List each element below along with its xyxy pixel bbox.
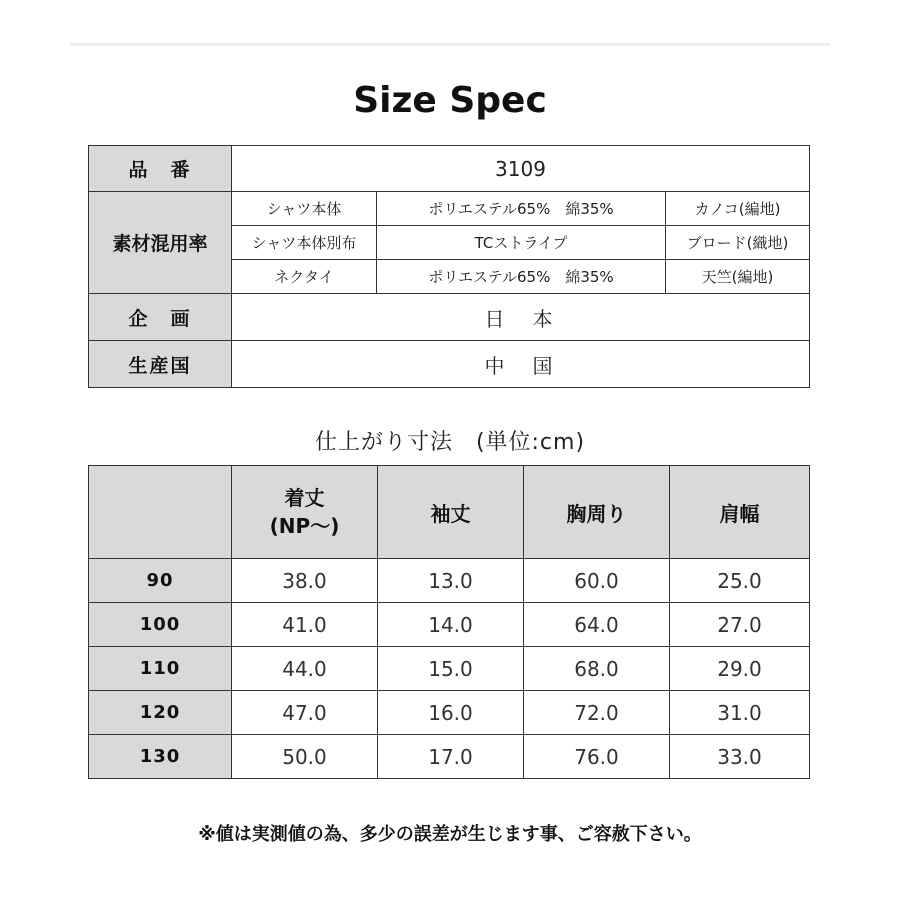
page-title: Size Spec <box>353 80 547 121</box>
disclaimer-note: ※値は実測値の為、多少の誤差が生じます事、ご容赦下さい。 <box>198 824 702 845</box>
table-row <box>89 559 810 603</box>
cell-length: 38.0 <box>232 559 378 603</box>
material-row <box>89 192 810 226</box>
material-part: シャツ本体 <box>232 192 377 226</box>
material-composition: ポリエステル65% 綿35% <box>377 260 666 294</box>
origin-value: 中 国 <box>232 341 810 388</box>
material-part: シャツ本体別布 <box>232 226 377 260</box>
cell-sleeve: 13.0 <box>378 559 524 603</box>
size-label: 100 <box>89 603 232 647</box>
table-row <box>89 603 810 647</box>
cell-sleeve: 16.0 <box>378 691 524 735</box>
material-label: 素材混用率 <box>89 192 232 294</box>
table-row <box>89 647 810 691</box>
header-sleeve: 袖丈 <box>378 466 524 559</box>
cell-chest: 76.0 <box>524 735 670 779</box>
product-no-value: 3109 <box>232 146 810 192</box>
size-table <box>88 465 810 779</box>
material-fabric: 天竺(編地) <box>666 260 810 294</box>
cell-chest: 60.0 <box>524 559 670 603</box>
cell-shoulder: 29.0 <box>670 647 810 691</box>
spec-table <box>88 145 810 388</box>
planning-label: 企 画 <box>89 294 232 341</box>
table-row <box>89 735 810 779</box>
size-label: 130 <box>89 735 232 779</box>
header-chest: 胸周り <box>524 466 670 559</box>
cell-sleeve: 14.0 <box>378 603 524 647</box>
cell-length: 44.0 <box>232 647 378 691</box>
cell-shoulder: 27.0 <box>670 603 810 647</box>
material-composition: TCストライプ <box>377 226 666 260</box>
material-fabric: ブロード(織地) <box>666 226 810 260</box>
size-label: 110 <box>89 647 232 691</box>
cell-chest: 64.0 <box>524 603 670 647</box>
size-label: 120 <box>89 691 232 735</box>
top-divider <box>70 43 830 46</box>
planning-value: 日 本 <box>232 294 810 341</box>
cell-chest: 68.0 <box>524 647 670 691</box>
cell-shoulder: 31.0 <box>670 691 810 735</box>
cell-shoulder: 25.0 <box>670 559 810 603</box>
cell-sleeve: 17.0 <box>378 735 524 779</box>
header-length: 着丈 (NP〜) <box>232 466 378 559</box>
cell-length: 47.0 <box>232 691 378 735</box>
product-no-label: 品 番 <box>89 146 232 192</box>
size-table-title: 仕上がり寸法 (単位:cm) <box>314 430 586 455</box>
material-part: ネクタイ <box>232 260 377 294</box>
cell-chest: 72.0 <box>524 691 670 735</box>
size-label: 90 <box>89 559 232 603</box>
cell-sleeve: 15.0 <box>378 647 524 691</box>
header-shoulder: 肩幅 <box>670 466 810 559</box>
material-composition: ポリエステル65% 綿35% <box>377 192 666 226</box>
planning-row <box>89 294 810 341</box>
cell-length: 41.0 <box>232 603 378 647</box>
table-row <box>89 691 810 735</box>
cell-length: 50.0 <box>232 735 378 779</box>
header-corner <box>89 466 232 559</box>
product-no-row <box>89 146 810 192</box>
origin-label: 生産国 <box>89 341 232 388</box>
cell-shoulder: 33.0 <box>670 735 810 779</box>
origin-row <box>89 341 810 388</box>
size-header-row <box>89 466 810 559</box>
material-fabric: カノコ(編地) <box>666 192 810 226</box>
